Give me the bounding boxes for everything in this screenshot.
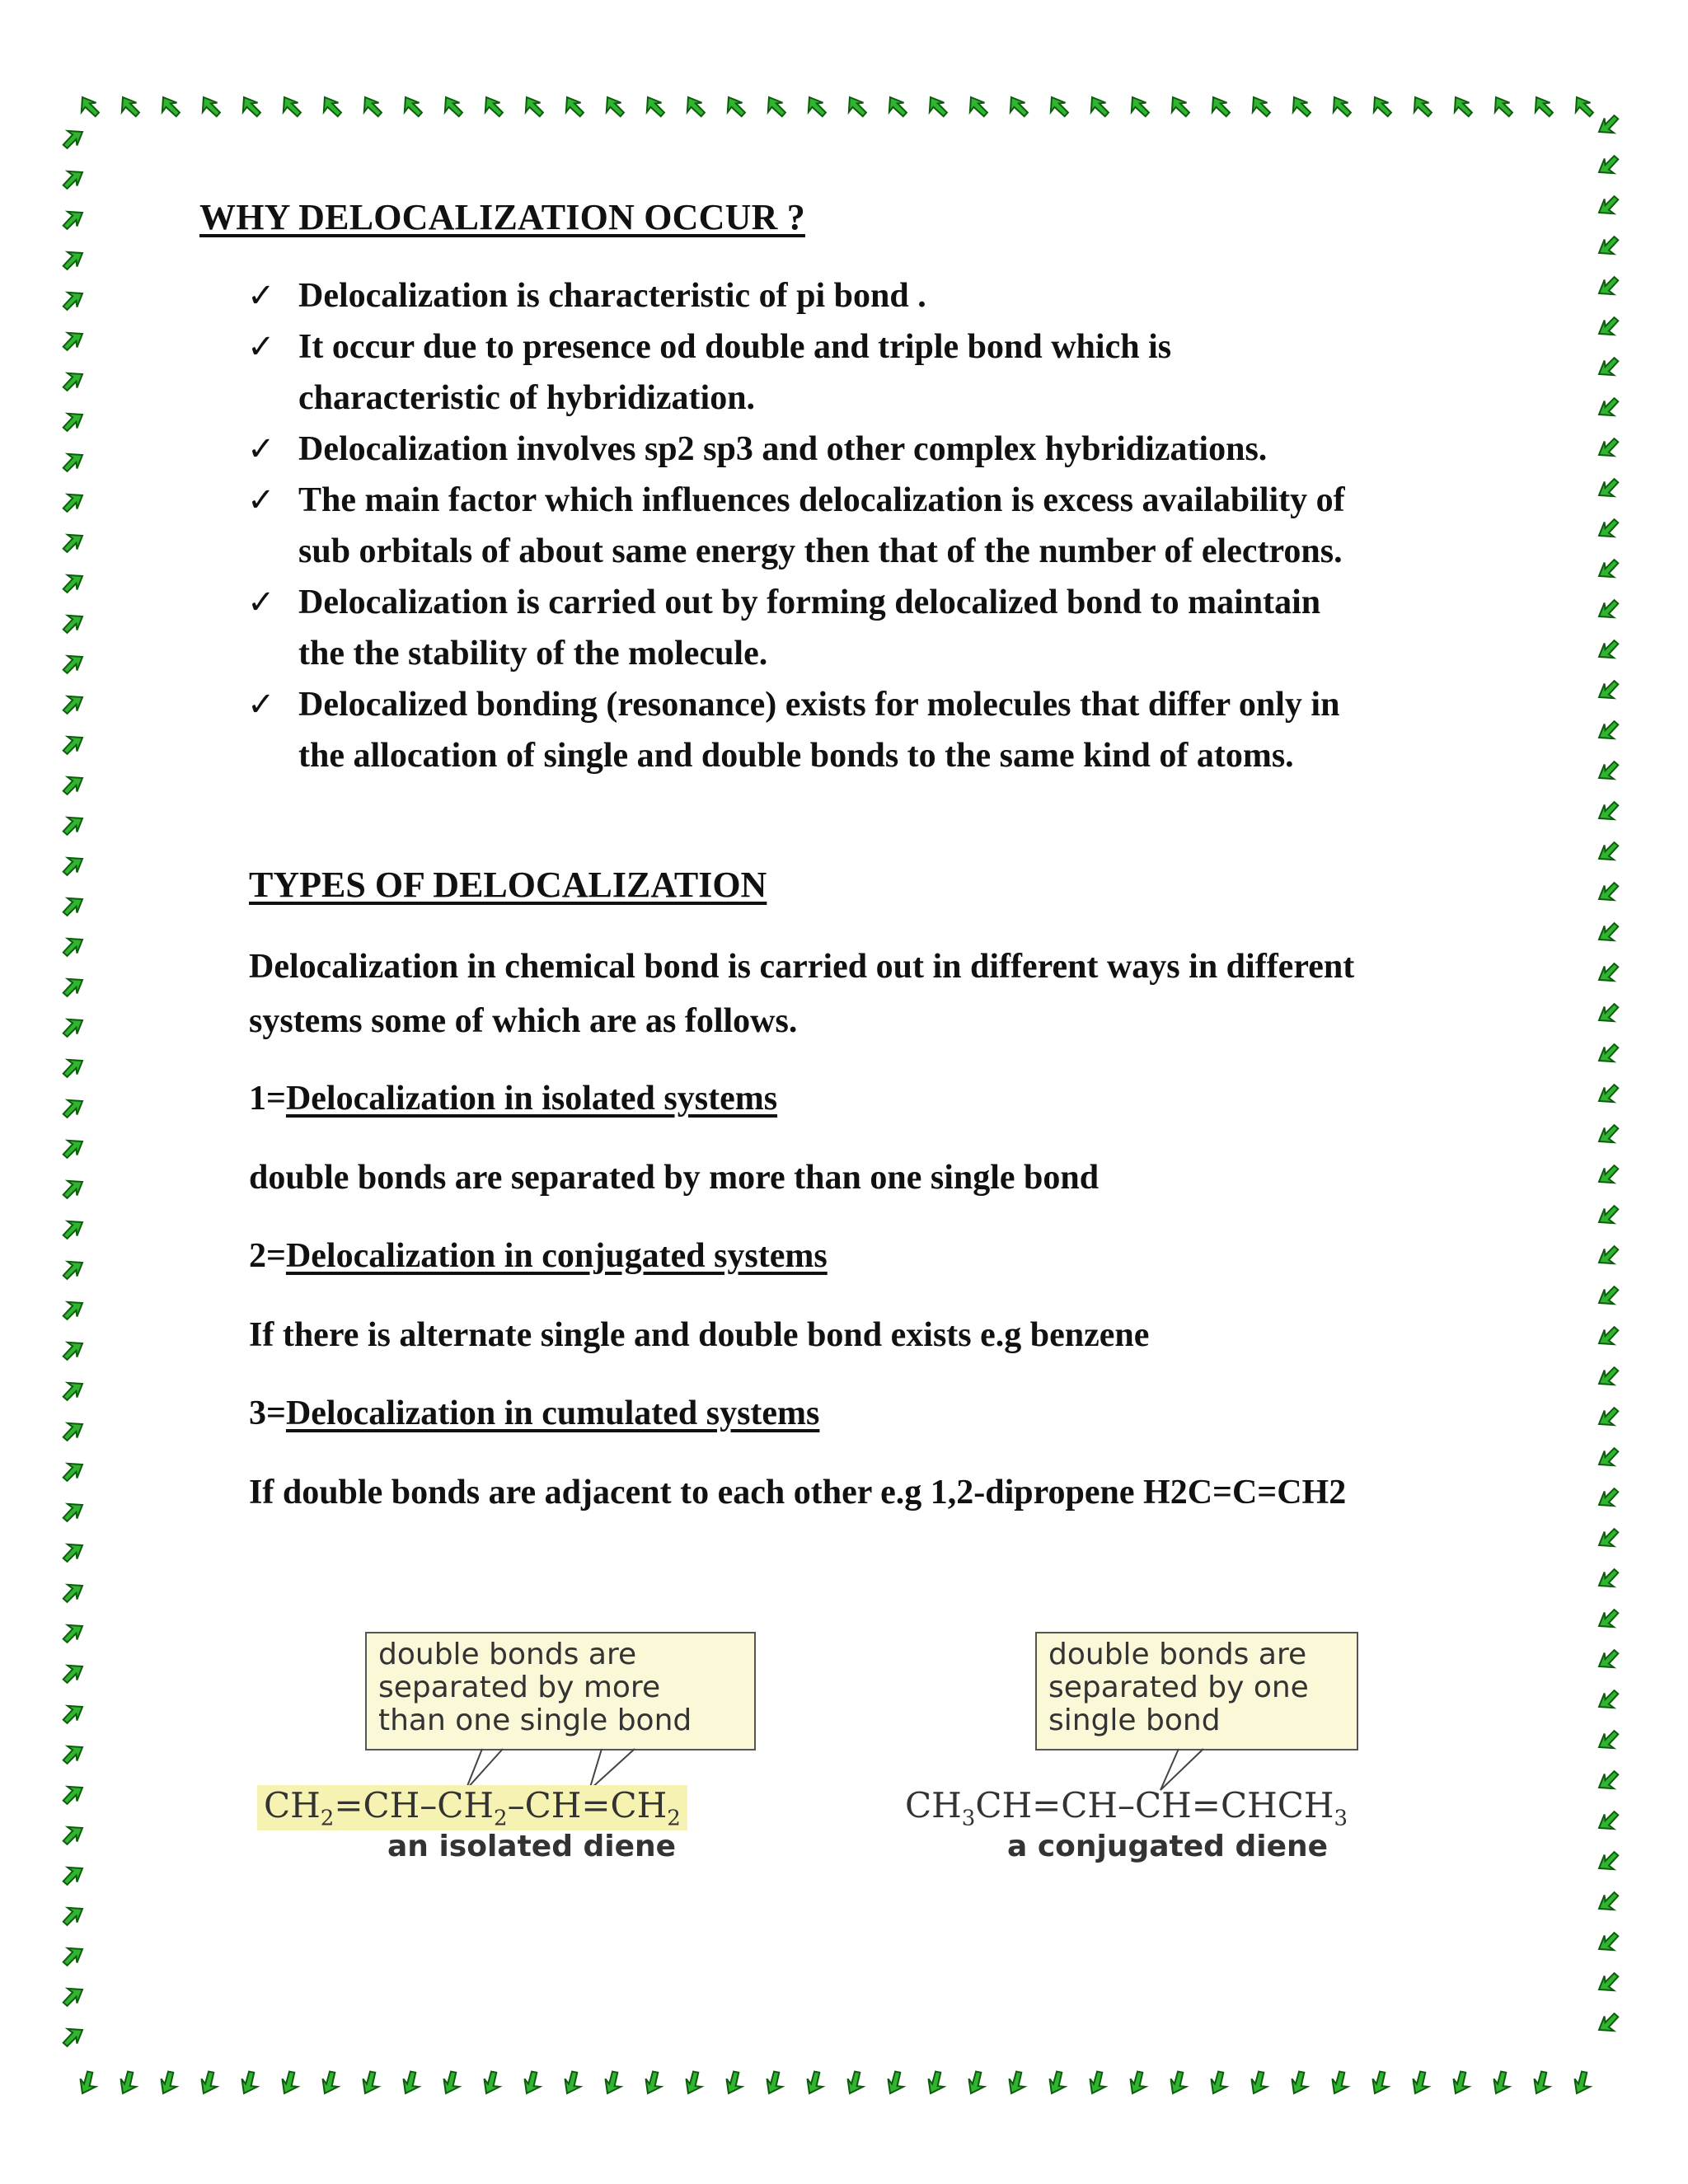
checklist-item: ✓ It occur due to presence od double and triple bond which is characteristic of hybridization.	[247, 321, 1500, 424]
checklist-item: ✓ Delocalization is carried out by forming delocalized bond to maintain the the stability of the molecule.	[247, 577, 1500, 679]
conjugated-diene-formula: $CH_3CH=CH-CH=CHCH_3$	[905, 1785, 1348, 1831]
type2-title: 2=Delocalization in conjugated systems	[249, 1237, 828, 1275]
reasons-checklist	[247, 270, 1500, 781]
type3-description: If double bonds are adjacent to each other e.g 1,2-dipropene H2C=C=CH2	[249, 1474, 1347, 1511]
checkmark-icon: ✓	[247, 328, 275, 366]
checkmark-icon: ✓	[247, 430, 275, 468]
type1-description: double bonds are separated by more than one single bond	[249, 1159, 1100, 1197]
checkmark-icon: ✓	[247, 583, 275, 621]
isolated-diene-formula: $CH_2=CH-CH_2-CH=CH_2$	[257, 1785, 687, 1830]
section-heading-why: WHY DELOCALIZATION OCCUR ?	[199, 197, 805, 237]
type1-title: 1=Delocalization in isolated systems	[249, 1080, 778, 1118]
conjugated-diene-caption: a conjugated diene	[1007, 1830, 1329, 1863]
checklist-item: ✓ Delocalized bonding (resonance) exists for molecules that differ only in the allocation of single and double bonds to the same kind of atoms.	[247, 679, 1500, 781]
types-intro: Delocalization in chemical bond is carried out in different ways in different systems some of which are as follows.	[249, 948, 1355, 1040]
checklist-item: ✓ Delocalization involves sp2 sp3 and other complex hybridizations.	[247, 424, 1500, 475]
isolated-diene-figure	[247, 1632, 824, 1879]
isolated-callout: double bonds are separated by more than one single bond	[365, 1632, 756, 1750]
checkmark-icon: ✓	[247, 481, 275, 519]
conjugated-callout: double bonds are separated by one single bond	[1035, 1632, 1358, 1750]
checklist-item: ✓ The main factor which influences delocalization is excess availability of sub orbitals of about same energy then that of the number of electrons.	[247, 475, 1500, 577]
type2-description: If there is alternate single and double bond exists e.g benzene	[249, 1316, 1150, 1354]
conjugated-diene-figure	[898, 1632, 1459, 1879]
checkmark-icon: ✓	[247, 277, 275, 315]
section-heading-types: TYPES OF DELOCALIZATION	[249, 865, 767, 905]
checklist-item: ✓ Delocalization is characteristic of pi bond .	[247, 270, 1500, 321]
isolated-diene-caption: an isolated diene	[387, 1830, 677, 1863]
checkmark-icon: ✓	[247, 686, 275, 724]
type3-title: 3=Delocalization in cumulated systems	[249, 1394, 820, 1432]
